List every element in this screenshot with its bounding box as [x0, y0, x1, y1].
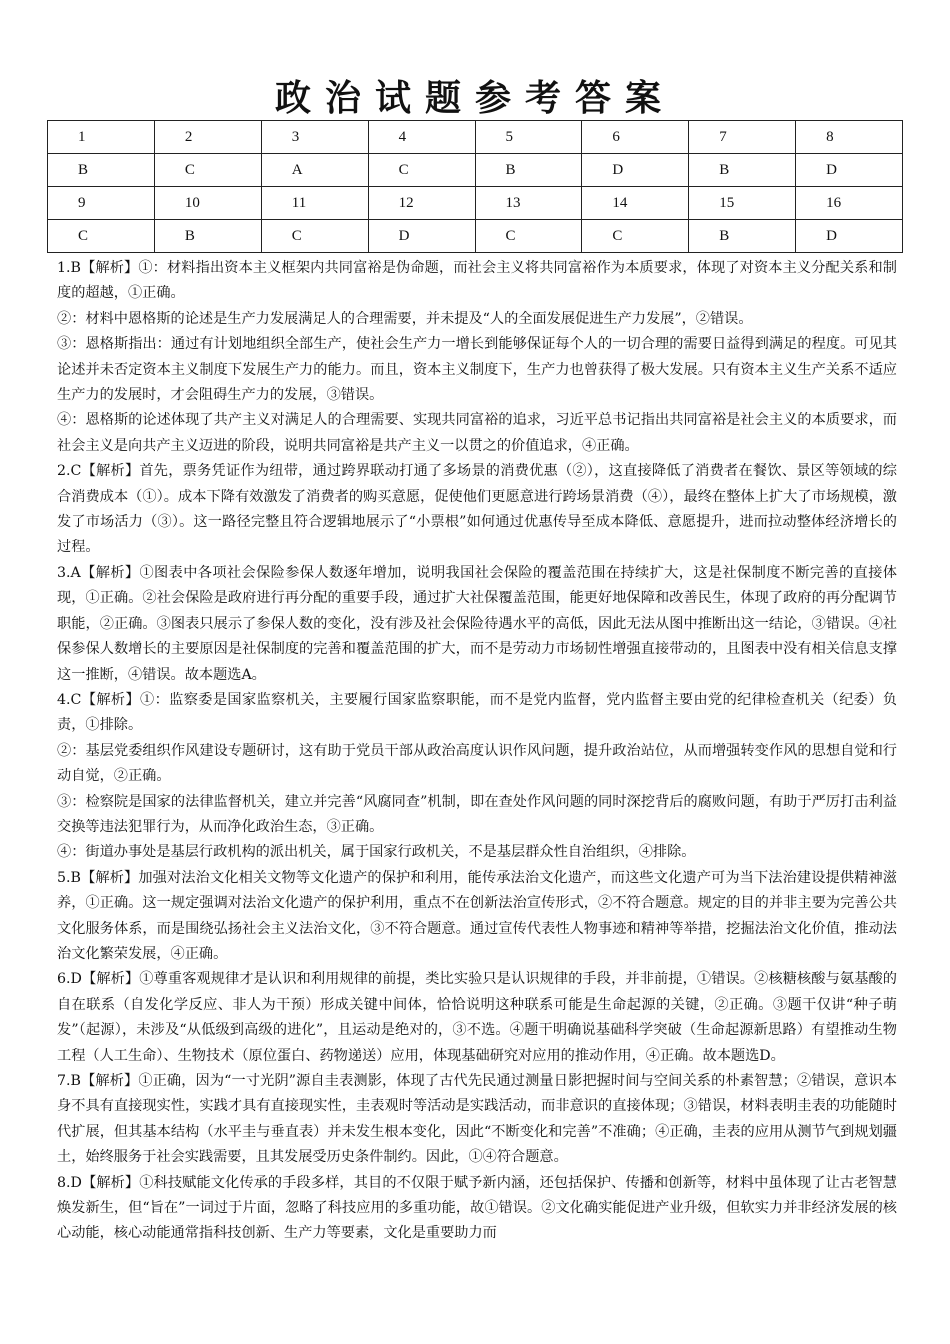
question-number-cell: 6: [582, 121, 689, 154]
question-number-row: [48, 121, 903, 154]
explanation-paragraph: 3.A【解析】①图表中各项社会保险参保人数逐年增加，说明我国社会保险的覆盖范围在持续扩大，这是社保制度不断完善的直接体现，①正确。②社会保险是政府进行再分配的重要手段，通过扩大社保覆盖范围，能更好地保障和改善民生，体现了政府的再分配调节职能，②正确。③图表只展示了参保人数的变化，没有涉及社会保险待遇水平的高低，因此无法从图中推断出这一结论，③错误。④社保参保人数增长的主要原因是社保制度的完善和覆盖范围的扩大，而不是劳动力市场韧性增强直接带动的，且图表中没有相关信息支撑这一推断，④错误。故本题选A。: [57, 564, 897, 683]
explanation-paragraph: 7.B【解析】①正确，因为“一寸光阴”源自圭表测影，体现了古代先民通过测量日影把握时间与空间关系的朴素智慧；②错误，意识本身不具有直接现实性，实践才具有直接现实性，圭表观时等活动是实践活动，而非意识的直接体现；③错误，材料表明圭表的功能随时代扩展，但其基本结构（水平圭与垂直表）并未发生根本变化，因此“不断变化和完善”不准确；④正确，圭表的应用从测节气到规划疆土，始终服务于社会实践需要，且其发展受历史条件制约。因此，①④符合题意。: [57, 1073, 897, 1166]
question-number-cell: 12: [368, 187, 475, 220]
question-number-cell: 14: [582, 187, 689, 220]
answer-cell: D: [582, 154, 689, 187]
explanation-paragraph: ③：恩格斯指出：通过有计划地组织全部生产，使社会生产力一增长到能够保证每个人的一切合理的需要日益得到满足的程度。可见其论述并未否定资本主义制度下发展生产力的能力。而且，资本主义制度下，生产力也曾获得了极大发展。只有资本主义生产关系不适应生产力的发展时，才会阻碍生产力的发展，③错误。: [57, 336, 897, 404]
answer-row: [48, 154, 903, 187]
answer-cell: C: [48, 220, 155, 253]
explanation-paragraph: 2.C【解析】首先，票务凭证作为纽带，通过跨界联动打通了多场景的消费优惠（②），这直接降低了消费者在餐饮、景区等领域的综合消费成本（①）。成本下降有效激发了消费者的购买意愿，促使他们更愿意进行跨场景消费（④），最终在整体上扩大了市场规模，激发了市场活力（③）。这一路径完整且符合逻辑地展示了“小票根”如何通过优惠传导至成本降低、意愿提升，进而拉动整体经济增长的过程。: [57, 463, 897, 556]
explanation-paragraph: 1.B【解析】①：材料指出资本主义框架内共同富裕是伪命题，而社会主义将共同富裕作为本质要求，体现了对资本主义分配关系和制度的超越，①正确。: [57, 260, 897, 302]
answer-cell: B: [475, 154, 582, 187]
explanation-paragraph: ④：街道办事处是基层行政机构的派出机关，属于国家行政机关，不是基层群众性自治组织，④排除。: [57, 844, 696, 861]
question-number-cell: 3: [261, 121, 368, 154]
answer-key-table: [47, 120, 903, 253]
question-number-cell: 7: [689, 121, 796, 154]
explanation-paragraph: 6.D【解析】①尊重客观规律才是认识和利用规律的前提，类比实验只是认识规律的手段，并非前提，①错误。②核糖核酸与氨基酸的自在联系（自发化学反应、非人为干预）形成关键中间体，恰恰说明这种联系可能是生命起源的关键，②正确。③题干仅讲“种子萌发”（起源），未涉及“从低级到高级的进化”，且运动是绝对的，③不选。④题干明确说基础科学突破（生命起源新思路）有望推动生物工程（人工生命）、生物技术（原位蛋白、药物递送）应用，体现基础研究对应用的推动作用，④正确。故本题选D。: [57, 971, 897, 1064]
explanation-paragraph: 4.C【解析】①：监察委是国家监察机关，主要履行国家监察职能，而不是党内监督，党内监督主要由党的纪律检查机关（纪委）负责，①排除。: [57, 691, 897, 734]
question-number-cell: 8: [796, 121, 903, 154]
answer-cell: C: [582, 220, 689, 253]
page-title: 政治试题参考答案: [274, 78, 675, 119]
question-number-cell: 10: [154, 187, 261, 220]
answer-cell: D: [796, 220, 903, 253]
explanation-paragraph: 8.D【解析】①科技赋能文化传承的手段多样，其目的不仅限于赋予新内涵，还包括保护、传播和创新等，材料中虽体现了让古老智慧焕发新生，但“旨在”一词过于片面，忽略了科技应用的多重功能，故①错误。②文化确实能促进产业升级，但软实力并非经济发展的核心动能，核心动能通常指科技创新、生产力等要素，文化是重要助力而: [57, 1174, 897, 1242]
answer-cell: A: [261, 154, 368, 187]
answer-cell: C: [154, 154, 261, 187]
answer-cell: D: [368, 220, 475, 253]
answer-cell: C: [368, 154, 475, 187]
answer-cell: D: [796, 154, 903, 187]
question-number-cell: 9: [48, 187, 155, 220]
explanation-paragraph: ②：基层党委组织作风建设专题研讨，这有助于党员干部从政治高度认识作风问题，提升政治站位，从而增强转变作风的思想自觉和行动自觉，②正确。: [57, 742, 897, 785]
answer-row: [48, 220, 903, 253]
explanation-paragraph: ④：恩格斯的论述体现了共产主义对满足人的合理需要、实现共同富裕的追求，习近平总书记指出共同富裕是社会主义的本质要求，而社会主义是向共产主义迈进的阶段，说明共同富裕是共产主义一以贯之的价值追求，④正确。: [57, 412, 897, 454]
explanation-body: [57, 256, 897, 1247]
question-number-cell: 2: [154, 121, 261, 154]
answer-cell: C: [261, 220, 368, 253]
answer-cell: B: [689, 154, 796, 187]
answer-cell: B: [689, 220, 796, 253]
question-number-cell: 13: [475, 187, 582, 220]
answer-cell: B: [48, 154, 155, 187]
question-number-row: [48, 187, 903, 220]
question-number-cell: 15: [689, 187, 796, 220]
question-number-cell: 1: [48, 121, 155, 154]
question-number-cell: 5: [475, 121, 582, 154]
explanation-paragraph: 5.B【解析】加强对法治文化相关文物等文化遗产的保护和利用，能传承法治文化遗产，而这些文化遗产可为当下法治建设提供精神滋养，①正确。这一规定强调对法治文化遗产的保护利用，重点不在创新法治宣传形式，②不符合题意。规定的目的并非主要为完善公共文化服务体系，而是围绕弘扬社会主义法治文化，③不符合题意。通过宣传代表性人物事迹和精神等举措，挖掘法治文化价值，推动法治文化繁荣发展，④正确。: [57, 869, 897, 962]
explanation-paragraph: ③：检察院是国家的法律监督机关，建立并完善“风腐同查”机制，即在查处作风问题的同时深挖背后的腐败问题，有助于严厉打击利益交换等违法犯罪行为，从而净化政治生态，③正确。: [57, 793, 897, 835]
question-number-cell: 16: [796, 187, 903, 220]
explanation-paragraph: ②：材料中恩格斯的论述是生产力发展满足人的合理需要，并未提及“人的全面发展促进生产力发展”，②错误。: [57, 310, 753, 327]
question-number-cell: 4: [368, 121, 475, 154]
answer-cell: B: [154, 220, 261, 253]
question-number-cell: 11: [261, 187, 368, 220]
answer-cell: C: [475, 220, 582, 253]
